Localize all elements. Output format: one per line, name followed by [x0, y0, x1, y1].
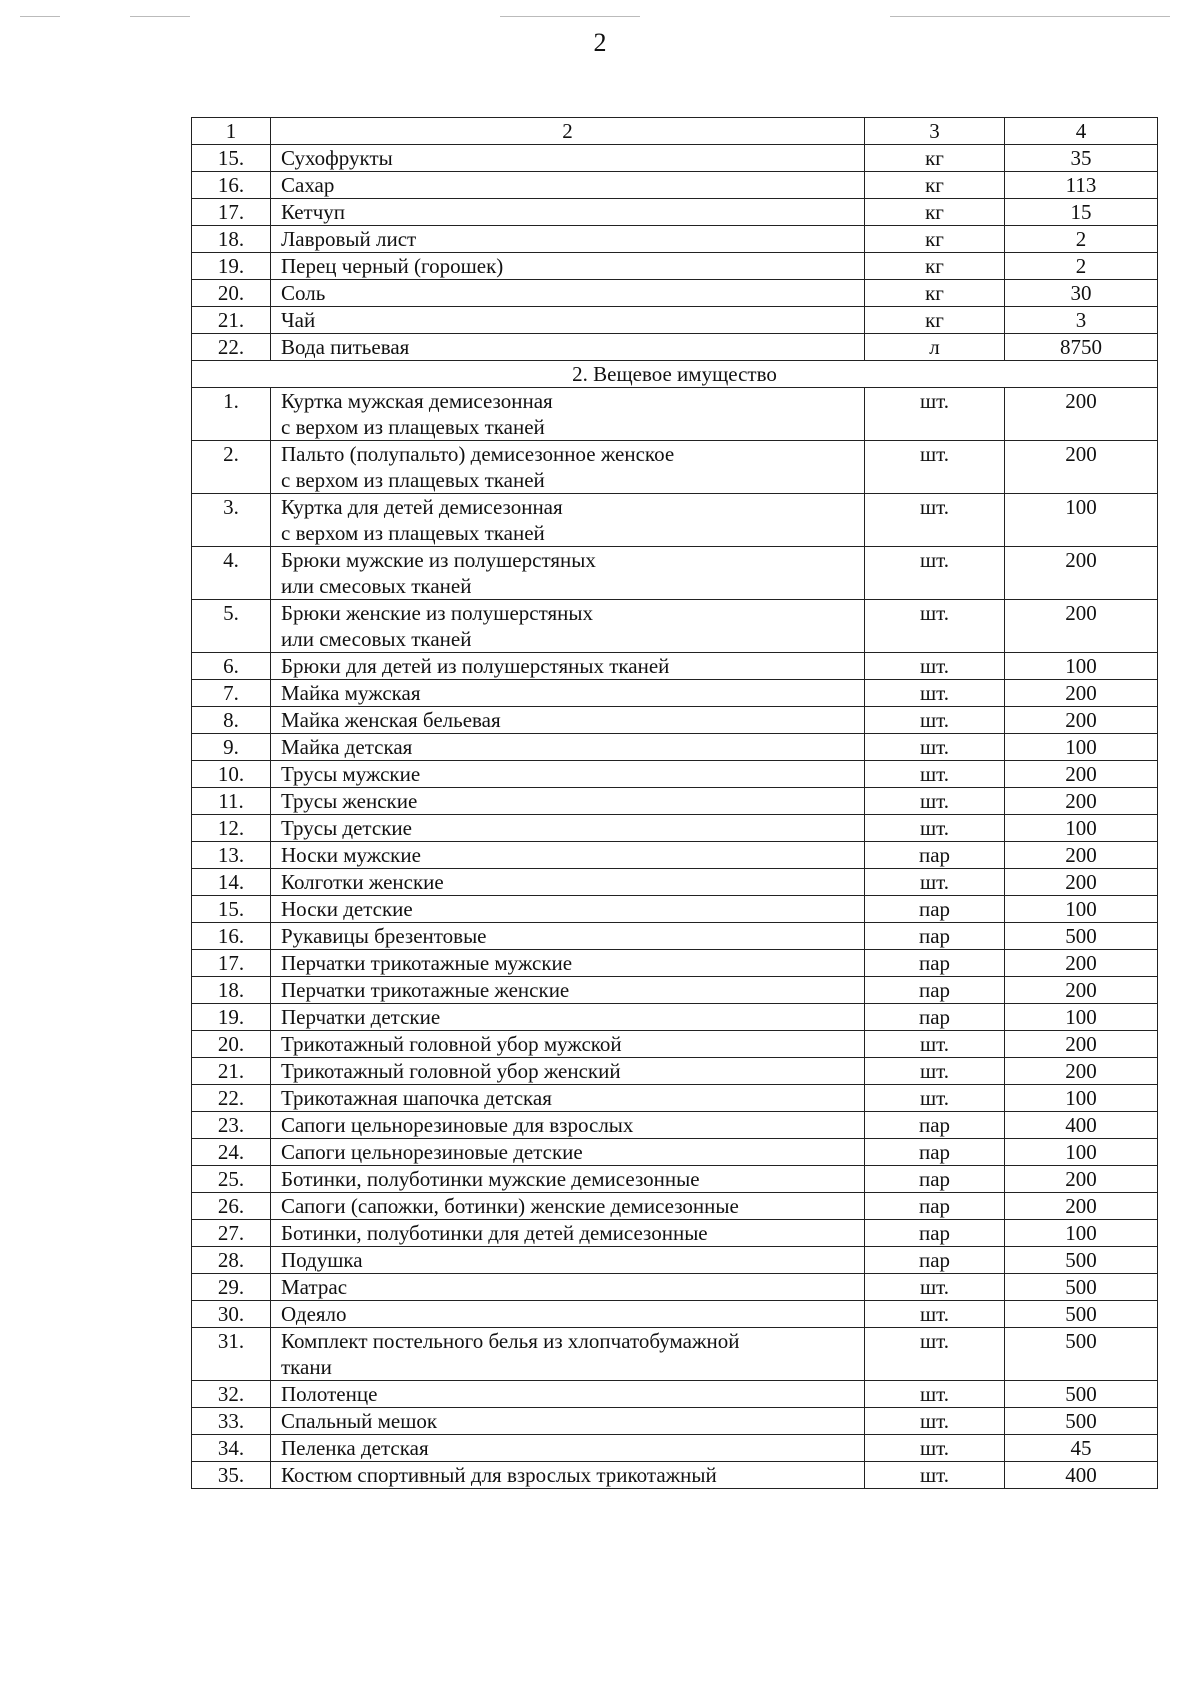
item-name: Рукавицы брезентовые: [271, 923, 865, 950]
row-number: 27.: [192, 1220, 271, 1247]
table-row: [192, 547, 1158, 600]
item-quantity: 30: [1005, 280, 1158, 307]
item-unit: пар: [865, 950, 1005, 977]
item-quantity: 500: [1005, 1274, 1158, 1301]
item-name: Матрас: [271, 1274, 865, 1301]
item-quantity: 35: [1005, 145, 1158, 172]
item-quantity: 200: [1005, 977, 1158, 1004]
item-quantity: 200: [1005, 600, 1158, 653]
item-name: Сапоги цельнорезиновые для взрослых: [271, 1112, 865, 1139]
item-name: Колготки женские: [271, 869, 865, 896]
item-name: Полотенце: [271, 1381, 865, 1408]
table-row: [192, 172, 1158, 199]
row-number: 16.: [192, 172, 271, 199]
item-unit: шт.: [865, 1058, 1005, 1085]
item-name: Трикотажный головной убор женский: [271, 1058, 865, 1085]
item-unit: шт.: [865, 600, 1005, 653]
row-number: 15.: [192, 145, 271, 172]
section-title: 2. Вещевое имущество: [192, 361, 1158, 388]
item-name: Трусы детские: [271, 815, 865, 842]
scan-artifact: [130, 16, 190, 17]
column-number-2: 2: [271, 118, 865, 145]
item-name: Сапоги цельнорезиновые детские: [271, 1139, 865, 1166]
row-number: 18.: [192, 226, 271, 253]
item-quantity: 200: [1005, 1031, 1158, 1058]
table-row: [192, 896, 1158, 923]
row-number: 9.: [192, 734, 271, 761]
item-quantity: 500: [1005, 923, 1158, 950]
row-number: 17.: [192, 950, 271, 977]
item-unit: шт.: [865, 388, 1005, 441]
item-name: Майка детская: [271, 734, 865, 761]
table-row: [192, 815, 1158, 842]
item-name: Перчатки трикотажные женские: [271, 977, 865, 1004]
item-unit: кг: [865, 199, 1005, 226]
row-number: 3.: [192, 494, 271, 547]
table-row: [192, 334, 1158, 361]
table-row: [192, 388, 1158, 441]
item-quantity: 100: [1005, 494, 1158, 547]
row-number: 15.: [192, 896, 271, 923]
item-name: Трусы мужские: [271, 761, 865, 788]
table-row: [192, 1247, 1158, 1274]
item-unit: пар: [865, 923, 1005, 950]
table-row: [192, 1058, 1158, 1085]
table-row: [192, 707, 1158, 734]
item-unit: шт.: [865, 1462, 1005, 1489]
row-number: 6.: [192, 653, 271, 680]
item-unit: пар: [865, 1112, 1005, 1139]
item-unit: шт.: [865, 441, 1005, 494]
table-row: [192, 1139, 1158, 1166]
item-unit: шт.: [865, 1274, 1005, 1301]
item-unit: шт.: [865, 1031, 1005, 1058]
item-unit: шт.: [865, 1381, 1005, 1408]
item-quantity: 100: [1005, 896, 1158, 923]
item-quantity: 200: [1005, 950, 1158, 977]
item-unit: шт.: [865, 1435, 1005, 1462]
item-name: Ботинки, полуботинки для детей демисезонные: [271, 1220, 865, 1247]
inventory-table-container: [191, 117, 1157, 1489]
item-quantity: 100: [1005, 1085, 1158, 1112]
row-number: 19.: [192, 253, 271, 280]
table-row: [192, 923, 1158, 950]
row-number: 32.: [192, 1381, 271, 1408]
row-number: 17.: [192, 199, 271, 226]
row-number: 35.: [192, 1462, 271, 1489]
table-row: [192, 1193, 1158, 1220]
item-quantity: 400: [1005, 1462, 1158, 1489]
row-number: 26.: [192, 1193, 271, 1220]
row-number: 19.: [192, 1004, 271, 1031]
item-unit: пар: [865, 1166, 1005, 1193]
item-name: Куртка мужская демисезонная с верхом из плащевых тканей: [271, 388, 865, 441]
table-row: [192, 1301, 1158, 1328]
item-name: Подушка: [271, 1247, 865, 1274]
item-quantity: 200: [1005, 1058, 1158, 1085]
item-unit: шт.: [865, 1301, 1005, 1328]
row-number: 12.: [192, 815, 271, 842]
row-number: 23.: [192, 1112, 271, 1139]
item-unit: шт.: [865, 707, 1005, 734]
item-quantity: 200: [1005, 761, 1158, 788]
item-name: Костюм спортивный для взрослых трикотажный: [271, 1462, 865, 1489]
item-name: Трикотажная шапочка детская: [271, 1085, 865, 1112]
row-number: 28.: [192, 1247, 271, 1274]
row-number: 21.: [192, 1058, 271, 1085]
row-number: 18.: [192, 977, 271, 1004]
item-name: Ботинки, полуботинки мужские демисезонные: [271, 1166, 865, 1193]
item-quantity: 100: [1005, 815, 1158, 842]
table-row: [192, 788, 1158, 815]
item-quantity: 500: [1005, 1408, 1158, 1435]
item-unit: шт.: [865, 1085, 1005, 1112]
table-row: [192, 145, 1158, 172]
item-quantity: 3: [1005, 307, 1158, 334]
row-number: 33.: [192, 1408, 271, 1435]
item-name: Носки мужские: [271, 842, 865, 869]
item-quantity: 200: [1005, 1193, 1158, 1220]
item-quantity: 500: [1005, 1328, 1158, 1381]
item-unit: шт.: [865, 1328, 1005, 1381]
row-number: 11.: [192, 788, 271, 815]
table-row: [192, 869, 1158, 896]
item-name: Сахар: [271, 172, 865, 199]
row-number: 16.: [192, 923, 271, 950]
item-quantity: 200: [1005, 788, 1158, 815]
page-number: 2: [593, 28, 607, 57]
column-number-4: 4: [1005, 118, 1158, 145]
item-unit: кг: [865, 307, 1005, 334]
table-row: [192, 734, 1158, 761]
item-name: Носки детские: [271, 896, 865, 923]
item-quantity: 45: [1005, 1435, 1158, 1462]
item-name: Одеяло: [271, 1301, 865, 1328]
item-quantity: 2: [1005, 253, 1158, 280]
item-unit: пар: [865, 896, 1005, 923]
item-unit: л: [865, 334, 1005, 361]
item-name: Сапоги (сапожки, ботинки) женские демисезонные: [271, 1193, 865, 1220]
item-quantity: 200: [1005, 680, 1158, 707]
table-row: [192, 950, 1158, 977]
row-number: 8.: [192, 707, 271, 734]
item-name: Чай: [271, 307, 865, 334]
item-quantity: 400: [1005, 1112, 1158, 1139]
item-quantity: 15: [1005, 199, 1158, 226]
row-number: 14.: [192, 869, 271, 896]
item-name: Брюки для детей из полушерстяных тканей: [271, 653, 865, 680]
inventory-table: [191, 117, 1158, 1489]
table-row: [192, 1408, 1158, 1435]
item-quantity: 200: [1005, 547, 1158, 600]
table-row: [192, 1220, 1158, 1247]
table-row: [192, 441, 1158, 494]
column-number-1: 1: [192, 118, 271, 145]
row-number: 22.: [192, 334, 271, 361]
item-quantity: 8750: [1005, 334, 1158, 361]
item-name: Вода питьевая: [271, 334, 865, 361]
column-number-3: 3: [865, 118, 1005, 145]
item-unit: кг: [865, 226, 1005, 253]
item-unit: шт.: [865, 869, 1005, 896]
row-number: 34.: [192, 1435, 271, 1462]
item-quantity: 200: [1005, 842, 1158, 869]
table-row: [192, 1004, 1158, 1031]
item-quantity: 100: [1005, 734, 1158, 761]
table-row: [192, 1435, 1158, 1462]
item-name: Спальный мешок: [271, 1408, 865, 1435]
row-number: 7.: [192, 680, 271, 707]
table-row: [192, 1328, 1158, 1381]
item-quantity: 200: [1005, 1166, 1158, 1193]
item-quantity: 2: [1005, 226, 1158, 253]
item-unit: шт.: [865, 680, 1005, 707]
item-name: Кетчуп: [271, 199, 865, 226]
item-unit: пар: [865, 842, 1005, 869]
item-unit: шт.: [865, 653, 1005, 680]
item-name: Трикотажный головной убор мужской: [271, 1031, 865, 1058]
row-number: 1.: [192, 388, 271, 441]
item-unit: кг: [865, 280, 1005, 307]
table-row: [192, 1031, 1158, 1058]
item-name: Соль: [271, 280, 865, 307]
item-quantity: 200: [1005, 707, 1158, 734]
item-name: Брюки женские из полушерстяных или смесовых тканей: [271, 600, 865, 653]
item-unit: кг: [865, 172, 1005, 199]
item-quantity: 200: [1005, 869, 1158, 896]
row-number: 24.: [192, 1139, 271, 1166]
table-row: [192, 761, 1158, 788]
item-unit: кг: [865, 145, 1005, 172]
item-name: Перчатки детские: [271, 1004, 865, 1031]
row-number: 21.: [192, 307, 271, 334]
scan-artifact: [20, 16, 60, 17]
table-row: [192, 1112, 1158, 1139]
row-number: 30.: [192, 1301, 271, 1328]
item-name: Сухофрукты: [271, 145, 865, 172]
table-row: [192, 680, 1158, 707]
item-name: Пальто (полупальто) демисезонное женское с верхом из плащевых тканей: [271, 441, 865, 494]
item-quantity: 500: [1005, 1301, 1158, 1328]
item-name: Перец черный (горошек): [271, 253, 865, 280]
scan-artifact: [890, 16, 1170, 17]
item-quantity: 100: [1005, 1220, 1158, 1247]
table-row: [192, 1274, 1158, 1301]
item-quantity: 100: [1005, 653, 1158, 680]
table-row: [192, 842, 1158, 869]
item-name: Брюки мужские из полушерстяных или смесовых тканей: [271, 547, 865, 600]
table-row: [192, 199, 1158, 226]
item-name: Майка женская бельевая: [271, 707, 865, 734]
table-header-row: [192, 118, 1158, 145]
row-number: 13.: [192, 842, 271, 869]
item-name: Майка мужская: [271, 680, 865, 707]
item-quantity: 100: [1005, 1139, 1158, 1166]
row-number: 20.: [192, 280, 271, 307]
row-number: 31.: [192, 1328, 271, 1381]
table-row: [192, 494, 1158, 547]
row-number: 20.: [192, 1031, 271, 1058]
item-unit: пар: [865, 1193, 1005, 1220]
table-row: [192, 653, 1158, 680]
row-number: 22.: [192, 1085, 271, 1112]
row-number: 29.: [192, 1274, 271, 1301]
item-unit: шт.: [865, 788, 1005, 815]
scan-artifact: [500, 16, 640, 17]
table-row: [192, 1166, 1158, 1193]
table-row: [192, 977, 1158, 1004]
row-number: 25.: [192, 1166, 271, 1193]
row-number: 10.: [192, 761, 271, 788]
item-unit: шт.: [865, 761, 1005, 788]
table-row: [192, 1381, 1158, 1408]
item-unit: шт.: [865, 815, 1005, 842]
item-unit: пар: [865, 1247, 1005, 1274]
item-unit: пар: [865, 1139, 1005, 1166]
row-number: 4.: [192, 547, 271, 600]
item-name: Куртка для детей демисезонная с верхом из плащевых тканей: [271, 494, 865, 547]
item-quantity: 113: [1005, 172, 1158, 199]
item-quantity: 500: [1005, 1381, 1158, 1408]
inventory-table-body: [192, 118, 1158, 1489]
row-number: 2.: [192, 441, 271, 494]
item-unit: пар: [865, 1220, 1005, 1247]
table-row: [192, 1462, 1158, 1489]
item-name: Комплект постельного белья из хлопчатобумажной ткани: [271, 1328, 865, 1381]
item-quantity: 200: [1005, 441, 1158, 494]
table-row: [192, 253, 1158, 280]
item-unit: шт.: [865, 734, 1005, 761]
item-name: Трусы женские: [271, 788, 865, 815]
row-number: 5.: [192, 600, 271, 653]
item-quantity: 100: [1005, 1004, 1158, 1031]
item-unit: кг: [865, 253, 1005, 280]
item-unit: шт.: [865, 1408, 1005, 1435]
item-name: Пеленка детская: [271, 1435, 865, 1462]
table-row: [192, 307, 1158, 334]
item-name: Лавровый лист: [271, 226, 865, 253]
item-unit: пар: [865, 977, 1005, 1004]
table-row: [192, 1085, 1158, 1112]
item-quantity: 200: [1005, 388, 1158, 441]
section-header-row: [192, 361, 1158, 388]
table-row: [192, 226, 1158, 253]
table-row: [192, 280, 1158, 307]
item-name: Перчатки трикотажные мужские: [271, 950, 865, 977]
item-unit: шт.: [865, 494, 1005, 547]
item-unit: шт.: [865, 547, 1005, 600]
table-row: [192, 600, 1158, 653]
item-unit: пар: [865, 1004, 1005, 1031]
item-quantity: 500: [1005, 1247, 1158, 1274]
